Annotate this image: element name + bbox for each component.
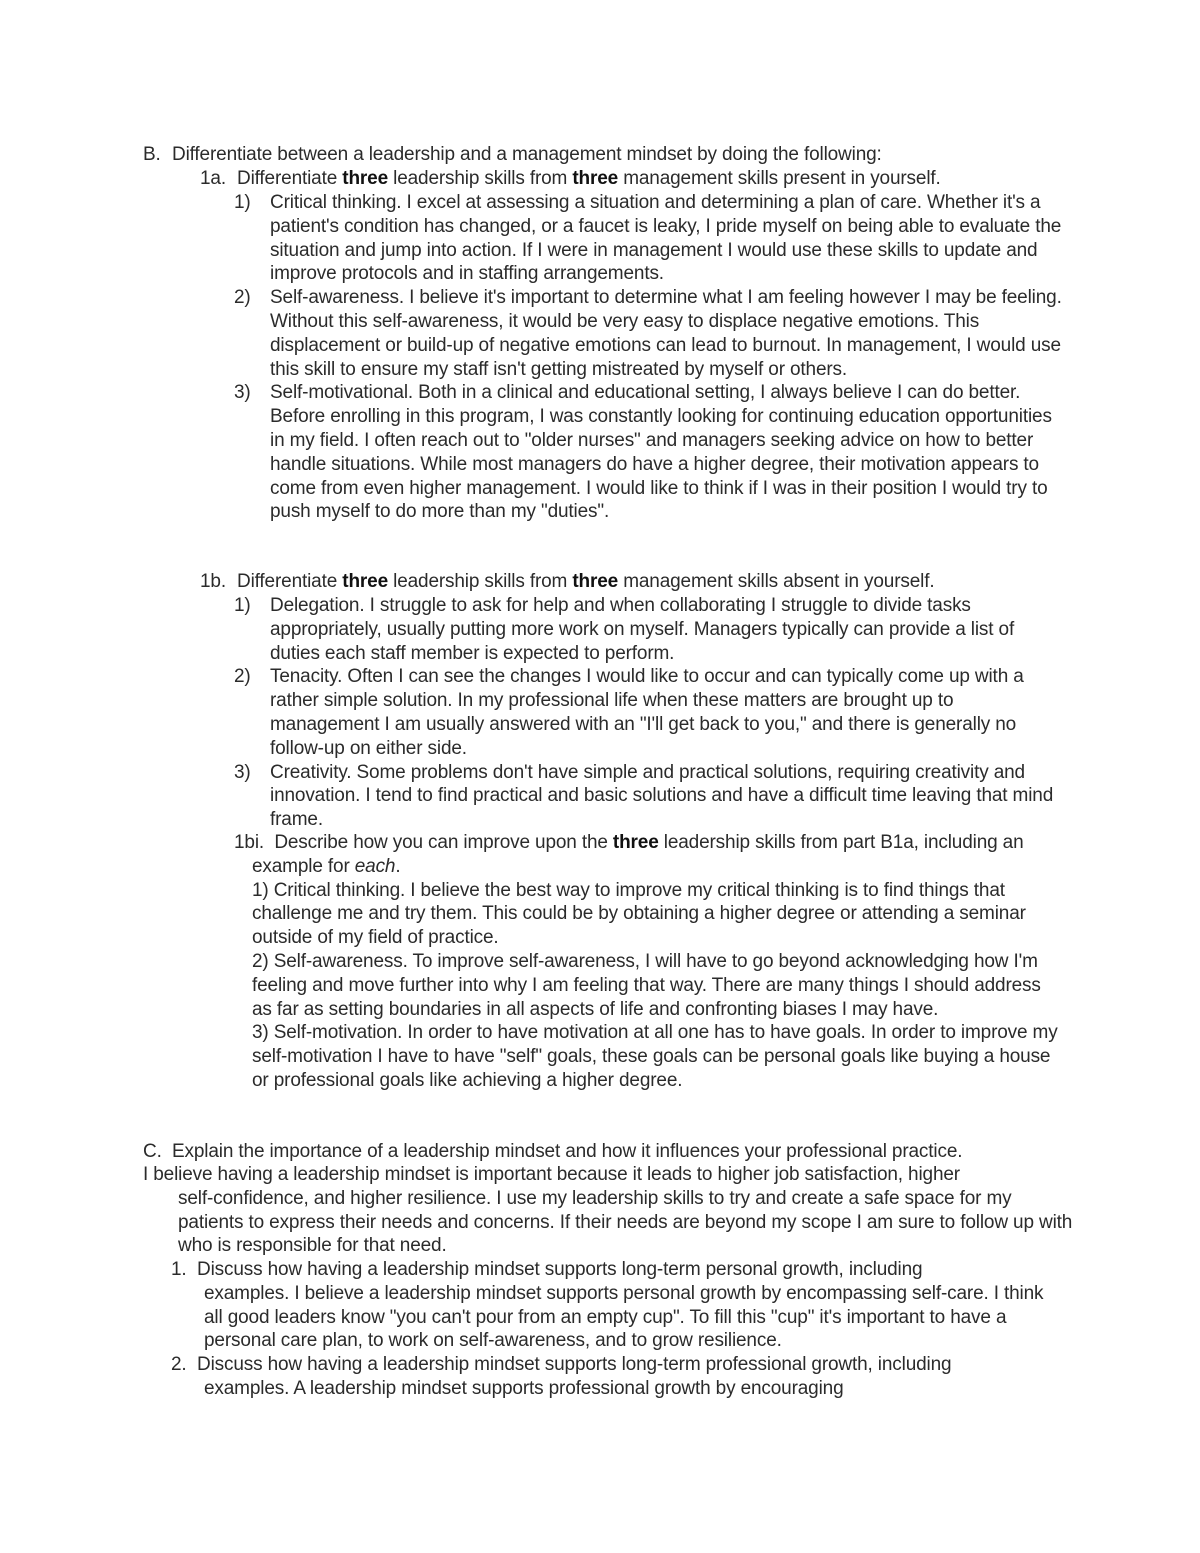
list-item: 1) Delegation. I struggle to ask for help and when collaborating I struggle to divide tasks appropriately, usually putting more work on myself. Managers typically can provide a list of duties each staff member is expected to perform. — [234, 594, 1064, 665]
list-item-rest: examples. A leadership mindset supports professional growth by encouraging — [204, 1377, 844, 1399]
list-item: 2) Tenacity. Often I can see the changes I would like to occur and can typically come up with a rather simple solution. In my professional life when these matters are brought up to management I am usually answered with an "I'll get back to you," and there is generally no follow-up on either side. — [234, 665, 1064, 760]
list-item: 2) Self-awareness. I believe it's important to determine what I am feeling however I may be feeling. Without this self-awareness, it would be very easy to displace negative emotions. This displacement or build-up of negative emotions can lead to burnout. In management, I would use this skill to ensure my staff isn't getting mistreated by myself or others. — [234, 286, 1064, 381]
list-item-text: Critical thinking. I excel at assessing a situation and determining a plan of care. Whether it's a patient's condition has changed, or a faucet is leaky, I pride myself on being able to evaluate the situation and jump into action. If I were in management I would use these skills to update and improve protocols and in staffing arrangements. — [270, 192, 1062, 285]
list-item-rest: examples. I believe a leadership mindset supports personal growth by encompassing self-care. I think all good leaders know "you can't pour from an empty cup". To fill this "cup" it's important to have a personal care plan, to work on self-awareness, and to grow resilience. — [204, 1282, 1044, 1352]
b1bi-block — [234, 831, 1064, 1093]
list-item: 1) Critical thinking. I excel at assessing a situation and determining a plan of care. Whether it's a patient's condition has changed, or a faucet is leaky, I pride myself on being able to evaluate the situation and jump into action. If I were in management I would use these skills to update and improve protocols and in staffing arrangements. — [234, 191, 1064, 286]
list-item-first: Discuss how having a leadership mindset supports long-term personal growth, including — [197, 1259, 923, 1280]
b1b-list — [234, 594, 1064, 832]
b1b-marker: 1b. — [200, 571, 226, 592]
section-c-heading — [143, 1140, 1123, 1164]
b1bi-marker: 1bi. — [234, 832, 265, 853]
section-b-heading-text: Differentiate between a leadership and a management mindset by doing the following: — [172, 144, 882, 165]
list-item-text: Creativity. Some problems don't have simple and practical solutions, requiring creativity and innovation. I tend to find practical and basic solutions and have a difficult time leaving that mind frame. — [270, 761, 1054, 831]
list-item-text: Delegation. I struggle to ask for help and when collaborating I struggle to divide tasks appropriately, usually putting more work on myself. Managers typically can provide a list of duties each staff member is expected to perform. — [270, 595, 1015, 664]
list-item-first: Discuss how having a leadership mindset supports long-term professional growth, including — [197, 1354, 952, 1376]
b1b-prompt-text: Differentiate three leadership skills from three management skills absent in yourself. — [237, 571, 935, 592]
b1a-list — [234, 191, 1064, 524]
section-b-marker: B. — [143, 144, 161, 165]
list-item: 3) Creativity. Some problems don't have simple and practical solutions, requiring creativity and innovation. I tend to find practical and basic solutions and have a difficult time leaving that mind frame. — [234, 761, 1064, 832]
b1bi-prompt: 1bi. Describe how you can improve upon the three leadership skills from part B1a, including an example for each. — [234, 832, 1024, 877]
b1bi-item: 1) Critical thinking. I believe the best way to improve my critical thinking is to find things that challenge me and try them. This could be by obtaining a higher degree or attending a seminar outside of my field of practice. — [252, 879, 1026, 949]
b1a-marker: 1a. — [200, 168, 226, 189]
b1a-prompt-text: Differentiate three leadership skills from three management skills present in yourself. — [237, 168, 941, 189]
list-item: 1. Discuss how having a leadership mindset supports long-term personal growth, including examples. I believe a leadership mindset supports personal growth by encompassing self-care. I think all good leaders know "you can't pour from an empty cup". To fill this "cup" it's important to have a personal care plan, to work on self-awareness, and to grow resilience. — [171, 1258, 1061, 1353]
list-item-text: Self-awareness. I believe it's important to determine what I am feeling however I may be feeling. Without this self-awareness, it would be very easy to displace negative emotions. This displacement or build-up of negative emotions can lead to burnout. In management, I would use this skill to ensure my staff isn't getting mistreated by myself or others. — [270, 287, 1062, 380]
section-c-body-first: I believe having a leadership mindset is important because it leads to higher job satisfaction, higher — [143, 1164, 960, 1185]
section-b-heading — [143, 143, 1123, 167]
list-item: 2. Discuss how having a leadership mindset supports long-term professional growth, including examples. A leadership mindset supports professional growth by encouraging — [171, 1353, 1061, 1401]
section-c-list — [171, 1258, 1061, 1401]
section-c-body — [143, 1163, 1073, 1258]
list-item-text: Self-motivational. Both in a clinical and educational setting, I always believe I can do better. Before enrolling in this program, I was constantly looking for continuing education opportunities in my field. I often reach out to "older nurses" and managers seeking advice on how to better handle situations. While most managers do have a higher degree, their motivation appears to come from even higher management. I would like to think if I was in their position I would try to push myself to do more than my "duties". — [270, 382, 1052, 523]
list-item-text: Tenacity. Often I can see the changes I would like to occur and can typically come up with a rather simple solution. In my professional life when these matters are brought up to management I am usually answered with an "I'll get back to you," and there is generally no follow-up on either side. — [270, 666, 1024, 759]
b1b-prompt — [200, 570, 1100, 594]
b1a-prompt — [200, 167, 1100, 191]
list-item: 3) Self-motivational. Both in a clinical and educational setting, I always believe I can do better. Before enrolling in this program, I was constantly looking for continuing education opportunities in my field. I often reach out to "older nurses" and managers seeking advice on how to better handle situations. While most managers do have a higher degree, their motivation appears to come from even higher management. I would like to think if I was in their position I would try to push myself to do more than my "duties". — [234, 381, 1064, 524]
b1bi-item: 3) Self-motivation. In order to have motivation at all one has to have goals. In order to improve my self-motivation I have to have "self" goals, these goals can be personal goals like buying a house or professional goals like achieving a higher degree. — [252, 1022, 1058, 1091]
section-c-body-rest: self-confidence, and higher resilience. I use my leadership skills to try and create a safe space for my patients to express their needs and concerns. If their needs are beyond my scope I am sure to follow up with who is responsible for that need. — [178, 1187, 1073, 1257]
section-c-marker: C. — [143, 1141, 162, 1162]
section-c-heading-text: Explain the importance of a leadership mindset and how it influences your professional practice. — [172, 1141, 963, 1162]
b1bi-item: 2) Self-awareness. To improve self-awareness, I will have to go beyond acknowledging how I'm feeling and move further into why I am feeling that way. There are many things I should address as far as setting boundaries in all aspects of life and confronting biases I may have. — [252, 950, 1041, 1020]
